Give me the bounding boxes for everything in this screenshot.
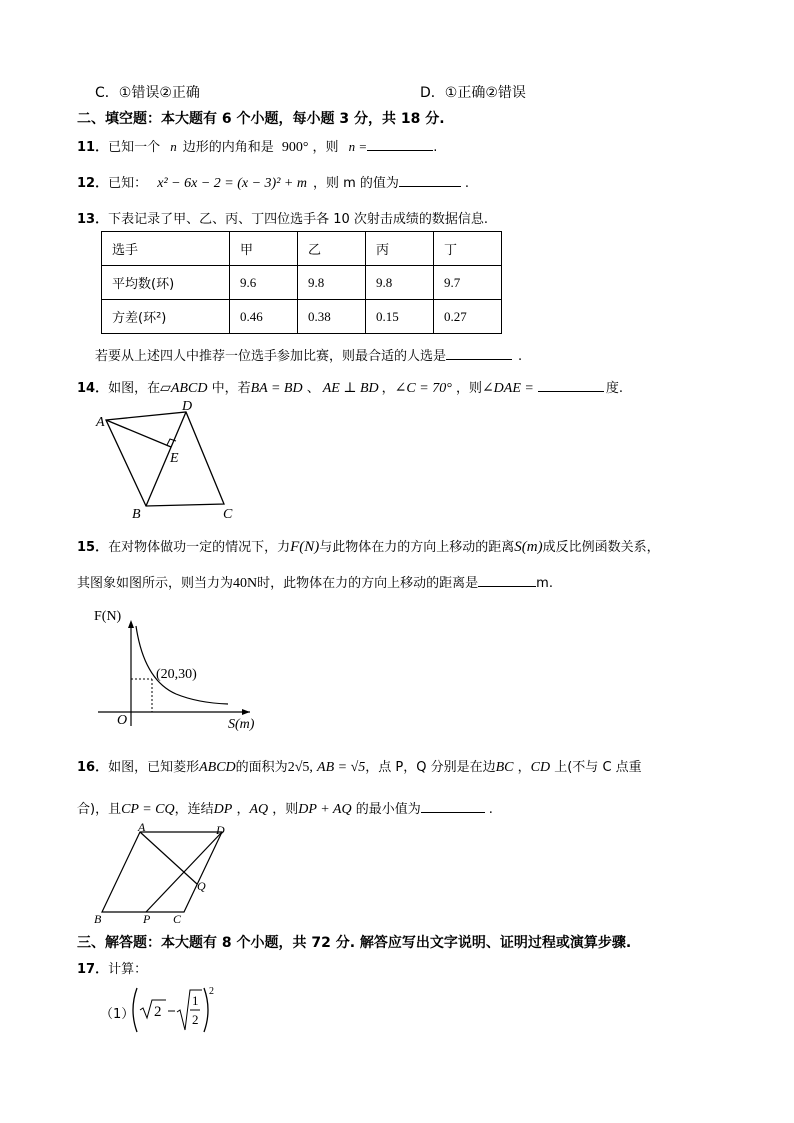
question-14: 14．如图，在▱ABCD 中，若BA = BD 、 AE ⊥ BD ，∠C = 70° ，则∠DAE = 度. [77,377,623,397]
x-axis-arrow [242,709,250,715]
table-header-cell: 丁 [434,232,502,266]
question-15-line-1: 15．在对物体做功一定的情况下，力F(N)与此物体在力的方向上移动的距离S(m)成反比例函数关系， [77,539,660,555]
question-number: 12． [77,176,109,191]
table-cell: 9.6 [230,266,298,300]
answer-blank[interactable] [367,137,433,151]
question-13-followup: 若要从上述四人中推荐一位选手参加比赛，则最合适的人选是 . [95,345,522,364]
label-q: Q [197,879,206,893]
denominator-2: 2 [192,1012,199,1027]
answer-blank[interactable] [446,346,512,360]
inverse-curve [136,626,228,704]
expression-sqrt2-minus-sqrt-half-squared [128,984,218,1038]
point-label: (20,30) [156,667,197,682]
table-cell: 0.38 [298,300,366,334]
table-row [102,300,502,334]
label-a: A [96,415,105,430]
question-15-line-2: 其图象如图所示，则当力为40N时，此物体在力的方向上移动的距离是 m. [77,572,553,592]
right-paren [204,988,208,1032]
option-c: C．①错误②正确 [95,85,200,101]
label-d: D [216,823,225,837]
question-number: 16． [77,760,109,775]
question-17: 17．计算： [77,962,148,977]
question-number: 14． [77,381,109,396]
figure-inverse-graph [88,600,278,732]
label-b: B [94,912,102,926]
question-16-line-1: 16．如图，已知菱形ABCD的面积为2√5, AB = √5，点 P，Q 分别是在边BC ，CD 上(不与 C 点重 [77,760,642,775]
question-number: 13． [77,212,109,227]
figure-parallelogram-abcd [90,398,250,524]
exponent-2: 2 [209,986,214,997]
question-16-line-2: 合)，且CP = CQ，连结DP ，AQ ，则DP + AQ 的最小值为 . [77,798,493,818]
question-number: 15． [77,540,109,555]
diagonal-bd [146,412,186,506]
sqrt-sign [140,1000,166,1018]
table-cell: 平均数(环) [102,266,230,300]
parallelogram-outline [106,412,224,506]
section-3-title: 三、解答题：本大题有 8 个小题，共 72 分. 解答应写出文字说明、证明过程或演算步骤. [77,935,632,951]
table-cell: 0.15 [366,300,434,334]
table-cell: 方差(环²) [102,300,230,334]
question-12: 12．已知： x² − 6x − 2 = (x − 3)² + m ，则 m 的值为 . [77,172,469,192]
equation: x² − 6x − 2 = (x − 3)² + m [157,176,307,191]
table-cell: 9.8 [366,266,434,300]
y-axis-arrow [128,620,134,628]
angle-sum: 900° [281,140,309,155]
answer-var: n = [348,139,368,154]
parallelogram-name: ▱ABCD [160,381,208,396]
table-header-cell: 乙 [298,232,366,266]
question-13: 13．下表记录了甲、乙、丙、丁四位选手各 10 次射击成绩的数据信息. [77,212,489,227]
table-header-cell: 选手 [102,232,230,266]
answer-blank[interactable] [478,573,536,587]
table-cell: 9.7 [434,266,502,300]
answer-blank[interactable] [421,799,485,813]
score-table [101,231,502,334]
x-axis-label: S(m) [228,717,255,732]
y-axis-label: F(N) [94,609,122,624]
label-d: D [182,399,193,414]
segment-ae [106,420,171,447]
left-paren [133,988,137,1032]
label-a: A [138,822,146,834]
table-header-cell: 甲 [230,232,298,266]
label-c: C [223,507,233,522]
var-n: n [170,139,177,154]
figure-rhombus-abcd [88,822,248,928]
question-11: 11．已知一个 n 边形的内角和是 900° ，则 n = . [77,139,438,155]
table-header-row [102,232,502,266]
table-row [102,266,502,300]
question-17-part-1: （1） [100,1007,135,1022]
table-cell: 0.27 [434,300,502,334]
answer-blank[interactable] [399,173,461,187]
label-c: C [173,912,182,926]
table-cell: 0.46 [230,300,298,334]
table-header-cell: 丙 [366,232,434,266]
answer-blank[interactable] [538,378,604,392]
section-2-title: 二、填空题：本大题有 6 个小题，每小题 3 分，共 18 分. [77,111,445,127]
option-d: D．①正确②错误 [420,85,526,101]
question-number: 11． [77,140,109,155]
numerator-1: 1 [192,993,199,1008]
table-cell: 9.8 [298,266,366,300]
origin-label: O [117,713,128,728]
rhombus-outline [102,832,222,912]
question-number: 17． [77,962,109,977]
radicand-2: 2 [154,1004,162,1020]
label-b: B [132,507,141,522]
label-p: P [143,912,151,926]
segment-aq [140,832,197,884]
label-e: E [170,451,179,466]
